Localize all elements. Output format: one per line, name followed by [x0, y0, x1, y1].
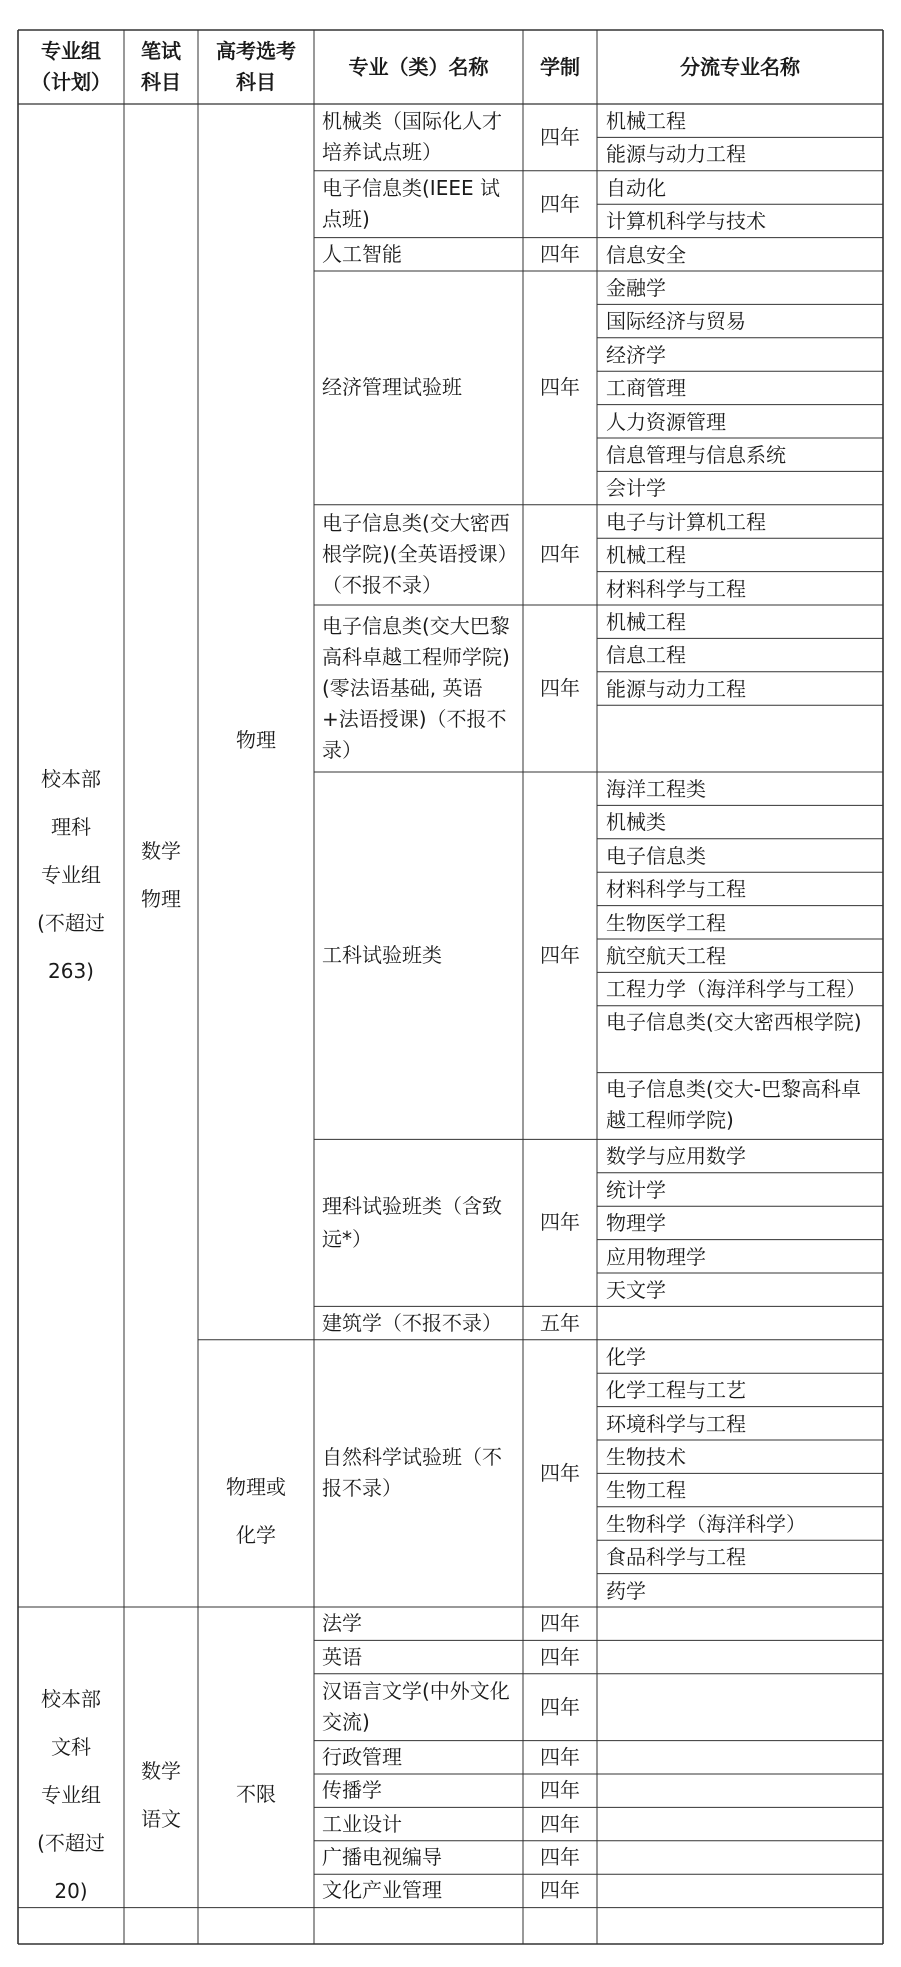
major-name: 广播电视编导 [322, 1844, 442, 1869]
major-duration: 四年 [540, 1844, 580, 1869]
split-major-item: 工程力学（海洋科学与工程） [606, 977, 866, 1002]
major-name: 英语 [322, 1644, 362, 1669]
major-name: 经济管理试验班 [322, 375, 462, 400]
major-duration: 五年 [540, 1310, 580, 1335]
split-major-item: 计算机科学与技术 [606, 209, 766, 234]
header-major-name: 专业（类）名称 [348, 54, 489, 79]
split-major-item: 能源与动力工程 [606, 142, 746, 167]
major-duration: 四年 [540, 1744, 580, 1769]
split-major-item: 食品科学与工程 [606, 1545, 746, 1570]
major-name: 行政管理 [322, 1744, 402, 1769]
split-major-item: 信息工程 [606, 643, 686, 668]
major-duration: 四年 [540, 191, 580, 216]
split-major-item: 统计学 [606, 1177, 666, 1202]
split-major-item: 航空航天工程 [606, 944, 726, 968]
split-major-item: 信息安全 [606, 242, 686, 267]
gaokao-subject-any: 不限 [236, 1782, 276, 1806]
major-duration: 四年 [540, 1644, 580, 1669]
major-name: 电子信息类(交大密西根学院)(全英语授课）（不报不录） [322, 511, 510, 598]
major-name: 文化产业管理 [322, 1878, 442, 1903]
major-name: 汉语言文学(中外文化交流) [322, 1679, 510, 1735]
split-major-item: 环境科学与工程 [606, 1411, 746, 1436]
header-duration: 学制 [540, 54, 580, 79]
split-major-item: 材料科学与工程 [606, 576, 746, 601]
major-duration: 四年 [540, 1811, 580, 1836]
split-major-item: 机械工程 [606, 109, 686, 133]
split-major-item: 信息管理与信息系统 [606, 443, 786, 467]
split-major-item: 海洋工程类 [606, 777, 706, 801]
split-major-item: 机械工程 [606, 610, 686, 634]
written-subject-science: 数学 物理 [141, 838, 181, 911]
gaokao-subject-physics: 物理 [236, 727, 276, 752]
major-name: 自然科学试验班（不报不录） [322, 1445, 502, 1501]
gaokao-subject-physics-or-chem: 物理或 化学 [226, 1474, 286, 1547]
major-duration: 四年 [540, 1210, 580, 1235]
split-major-item: 自动化 [606, 175, 666, 200]
major-duration: 四年 [540, 1778, 580, 1803]
split-major-item: 机械类 [606, 810, 666, 835]
group-arts-name: 校本部 文科 专业组 (不超过 20) [37, 1686, 105, 1903]
split-major-item: 人力资源管理 [606, 409, 726, 434]
written-subject-arts: 数学 语文 [141, 1758, 181, 1831]
major-name: 人工智能 [322, 241, 402, 266]
split-major-item: 工商管理 [606, 376, 686, 401]
split-major-item: 化学工程与工艺 [606, 1378, 746, 1403]
split-major-item: 电子信息类 [606, 843, 706, 868]
major-duration: 四年 [540, 676, 580, 700]
major-name: 电子信息类(IEEE 试点班) [322, 176, 500, 232]
split-major-item: 化学 [606, 1344, 646, 1369]
major-name: 机械类（国际化人才培养试点班） [322, 109, 502, 165]
split-major-item: 物理学 [606, 1211, 666, 1236]
major-duration: 四年 [540, 542, 580, 567]
major-duration: 四年 [540, 375, 580, 400]
split-major-item: 数学与应用数学 [606, 1144, 746, 1169]
major-duration: 四年 [540, 1694, 580, 1719]
major-name: 电子信息类(交大巴黎高科卓越工程师学院)(零法语基础, 英语+法语授课)（不报不录） [322, 614, 510, 762]
split-major-item: 电子信息类(交大-巴黎高科卓越工程师学院) [606, 1076, 862, 1132]
split-major-item: 材料科学与工程 [606, 877, 746, 902]
major-name: 传播学 [322, 1778, 382, 1803]
split-major-item: 国际经济与贸易 [606, 309, 746, 334]
split-major-item: 金融学 [606, 276, 666, 300]
major-duration: 四年 [540, 1460, 580, 1485]
split-major-item: 生物科学（海洋科学） [606, 1511, 806, 1536]
major-duration: 四年 [540, 241, 580, 266]
split-major-item: 生物医学工程 [606, 910, 726, 935]
major-name: 工科试验班类 [322, 943, 442, 968]
split-major-item: 电子与计算机工程 [606, 509, 766, 534]
major-duration: 四年 [540, 1611, 580, 1636]
header-gaokao-subject: 高考选考 科目 [216, 39, 296, 94]
split-major-item: 生物技术 [606, 1445, 686, 1469]
split-major-item: 机械工程 [606, 543, 686, 568]
split-major-item: 能源与动力工程 [606, 676, 746, 701]
major-name: 法学 [322, 1611, 362, 1636]
split-major-item: 药学 [606, 1578, 646, 1603]
major-duration: 四年 [540, 124, 580, 149]
split-major-item: 经济学 [606, 342, 666, 367]
group-science-name: 校本部 理科 专业组 (不超过 263) [37, 766, 105, 983]
split-major-item: 生物工程 [606, 1478, 686, 1503]
major-name: 理科试验班类（含致远*） [322, 1193, 502, 1251]
split-major-item: 天文学 [606, 1278, 666, 1302]
split-major-item: 会计学 [606, 476, 666, 501]
header-written-subject: 笔试 科目 [141, 39, 181, 94]
major-name: 建筑学（不报不录） [322, 1310, 502, 1335]
header-split-major: 分流专业名称 [680, 54, 800, 79]
header-group-plan: 专业组 （计划） [31, 39, 111, 94]
major-duration: 四年 [540, 943, 580, 968]
split-major-item: 电子信息类(交大密西根学院) [606, 1009, 862, 1034]
major-name: 工业设计 [322, 1811, 402, 1836]
split-major-item: 应用物理学 [606, 1244, 706, 1269]
major-duration: 四年 [540, 1878, 580, 1903]
